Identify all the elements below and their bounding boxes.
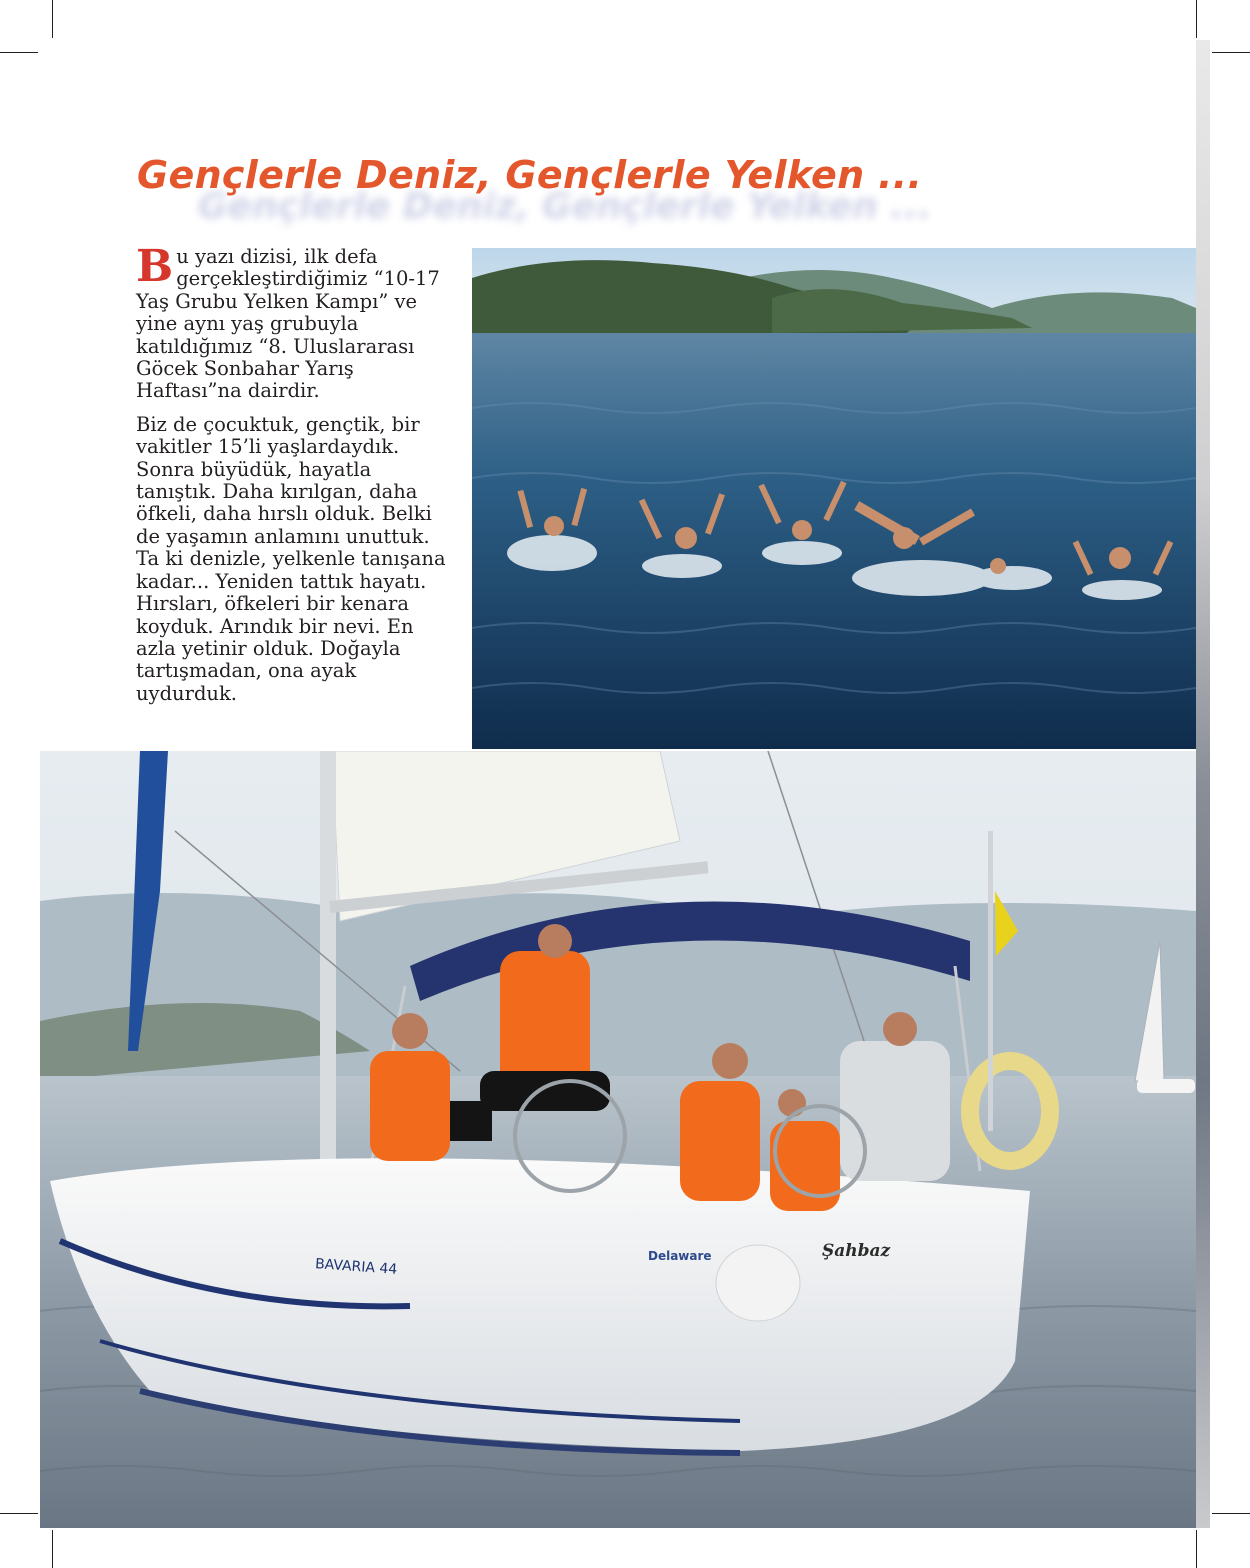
article-title: Gençlerle Deniz, Gençlerle Yelken ... [137,153,923,197]
crop-mark [52,0,53,38]
boat-name-label: Şahbaz [822,1241,891,1261]
crop-mark [1196,1530,1197,1568]
crop-mark [1212,52,1250,53]
transom-label: Delaware [648,1249,712,1263]
facing-page-strip [1196,40,1210,1528]
crop-mark [52,1530,53,1568]
title-shadow: Gençlerle Deniz, Gençlerle Yelken ... [198,186,932,227]
intro-text: u yazı dizisi, ilk defa gerçekleştirdiğimiz “10-17 Yaş Grubu Yelken Kampı” ve yine aynı yaş grubuyla katıldığımız “8. Uluslararası Göcek Sonbahar Yarış Haftası”na dairdir. [136,245,440,403]
crop-mark [1196,0,1197,38]
crop-mark [1212,1513,1250,1514]
swimmers-in-sea-icon [472,248,1196,749]
photo-sailboat [40,751,1196,1528]
sailboat-racing-icon [40,751,1196,1528]
drop-cap: B [136,241,174,292]
photo-swimmers [472,248,1196,749]
intro-paragraph [136,241,454,403]
crop-mark [0,52,38,53]
hull-model-label: BAVARIA 44 [314,1256,398,1278]
crop-mark [0,1513,38,1514]
body-paragraph: Biz de çocuktuk, gençtik, bir vakitler 15’li yaşlardaydık. Sonra büyüdük, hayatla tanıştık. Daha kırılgan, daha öfkeli, daha hırslı olduk. Belki de yaşamın anlamını unuttuk. Ta ki denizle, yelkenle tanışana kadar... Yeniden tattık hayatı. Hırsları, öfkeleri bir kenara koyduk. Arındık bir nevi. En azla yetinir olduk. Doğayla tartışmadan, ona ayak uydurduk. [136,412,446,705]
article-body [136,241,454,716]
